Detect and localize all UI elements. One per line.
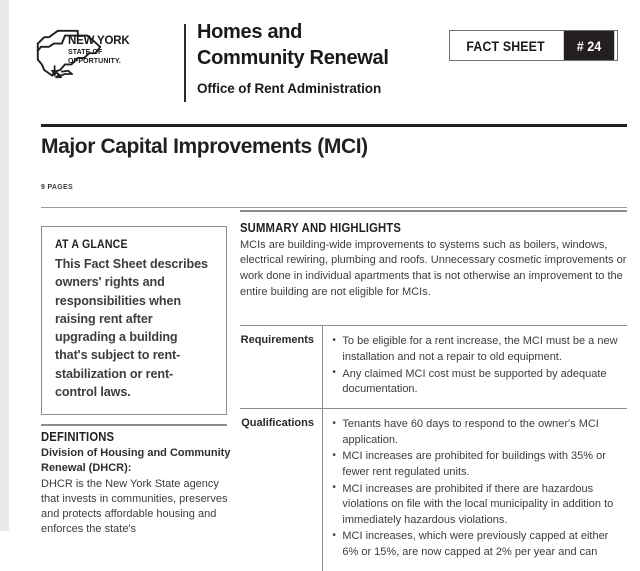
logo-line-1: NEW YORK xyxy=(68,35,130,47)
logo-line-3: OPPORTUNITY. xyxy=(68,57,121,65)
summary-body: MCIs are building-wide improvements to systems such as boilers, windows, electrical rewiring, plumbing and roofs. Unnecessary cosmetic improvements or work done in individual apartments that is not otherwise an improvement to the entire building are not eligible for MCIs. xyxy=(240,238,627,298)
page-title: Major Capital Improvements (MCI) xyxy=(41,135,368,158)
bullet-list xyxy=(332,334,627,397)
table-row xyxy=(240,326,627,407)
list-item: • To be eligible for a rent increase, the MCI must be a new installation and not a repair to old equipment. xyxy=(332,334,627,365)
definitions-divider-rule xyxy=(41,424,227,426)
table-row-content xyxy=(323,326,627,407)
document-page xyxy=(9,0,640,559)
fact-sheet-number: # 24 xyxy=(564,31,614,60)
table-row-label: Requirements xyxy=(240,334,314,347)
definitions-heading: DEFINITIONS xyxy=(41,430,115,444)
agency-line-1: Homes and xyxy=(197,21,303,43)
at-a-glance-box xyxy=(41,226,227,415)
definitions-body: DHCR is the New York State agency that invests in communities, preserves and protects affordable housing and enforces the state's xyxy=(41,477,228,536)
bullet-list xyxy=(332,417,627,560)
page-count-label: 9 PAGES xyxy=(41,184,73,191)
document-header xyxy=(32,22,618,104)
list-item: • MCI increases, which were previously capped at either 6% or 15%, are now capped at 2% per year and can xyxy=(332,529,627,560)
title-divider-rule xyxy=(41,207,627,208)
table-row xyxy=(240,409,627,570)
at-a-glance-heading: AT A GLANCE xyxy=(55,239,128,251)
fact-sheet-label: FACT SHEET xyxy=(457,31,555,60)
left-sidebar xyxy=(41,226,227,415)
summary-divider-rule xyxy=(240,210,627,212)
brand-divider xyxy=(184,24,186,102)
at-a-glance-text: This Fact Sheet describes owners' rights and responsibilities when raising rent after upgrading a building that's subject to rent-stabilization or rent-control laws. xyxy=(55,257,208,399)
table-row-content xyxy=(323,409,627,570)
logo-line-2: STATE OF xyxy=(68,49,103,56)
agency-subtitle: Office of Rent Administration xyxy=(197,81,382,97)
list-item: • MCI increases are prohibited for buildings with 35% or fewer rent regulated units. xyxy=(332,449,627,480)
summary-section xyxy=(240,210,627,300)
agency-name xyxy=(197,20,389,96)
table-row-label: Qualifications xyxy=(241,417,314,430)
ny-wordmark xyxy=(68,36,129,65)
ny-state-brand xyxy=(32,22,129,82)
header-divider-rule xyxy=(41,124,627,127)
definitions-term: Division of Housing and Community Renewal (DHCR): xyxy=(41,447,231,474)
fact-sheet-badge xyxy=(449,30,618,61)
list-item: • MCI increases are prohibited if there are hazardous violations on file with the local municipality in addition to immediately hazardous violations. xyxy=(332,482,627,529)
details-table xyxy=(240,325,627,571)
definitions-section xyxy=(41,430,233,538)
list-item: • Tenants have 60 days to respond to the owner's MCI application. xyxy=(332,417,627,448)
agency-line-2: Community Renewal xyxy=(197,46,389,69)
summary-heading: SUMMARY AND HIGHLIGHTS xyxy=(240,220,402,235)
list-item: • Any claimed MCI cost must be supported by adequate documentation. xyxy=(332,367,627,398)
